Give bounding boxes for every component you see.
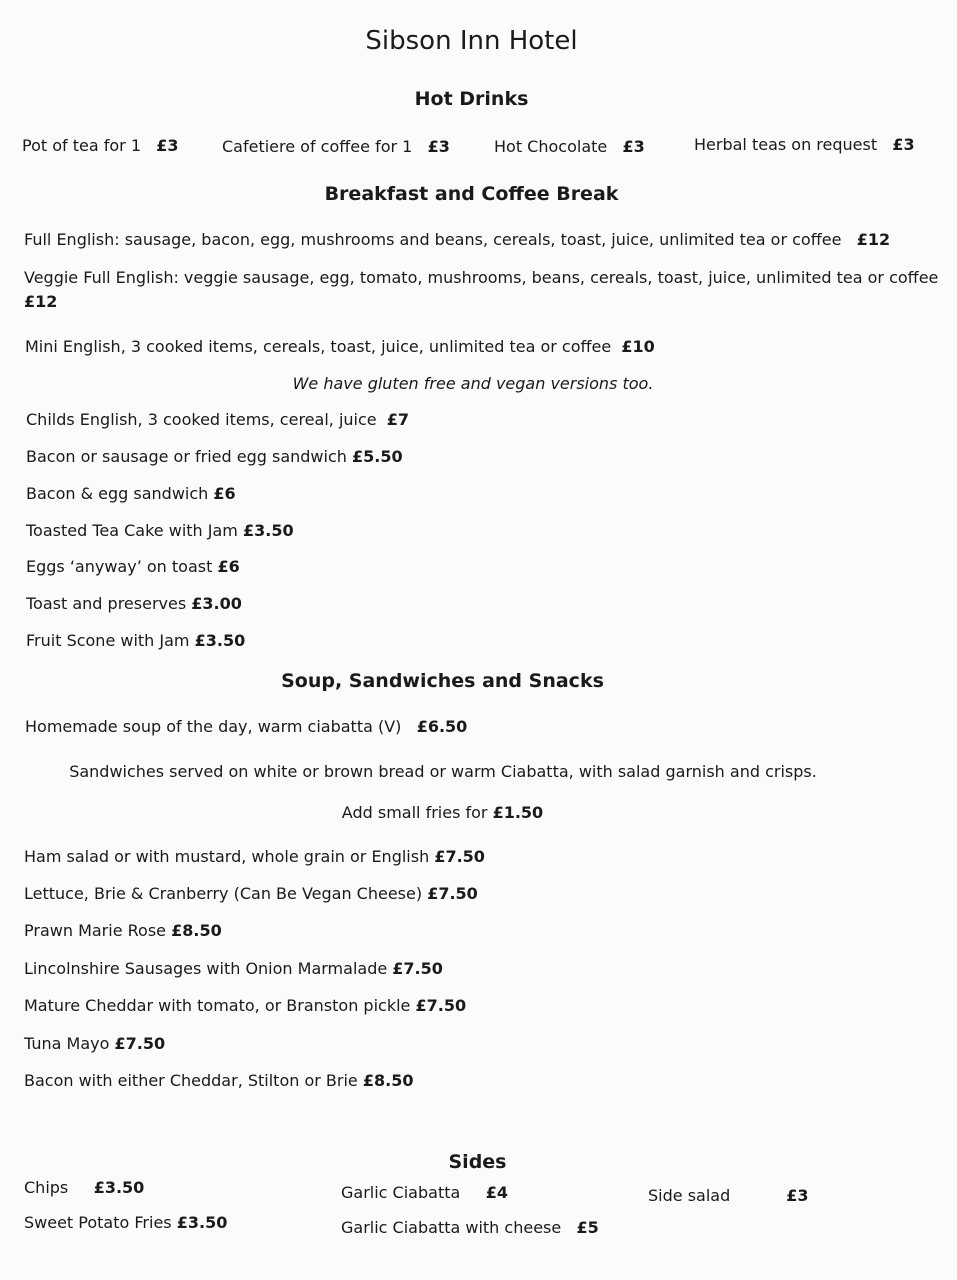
sandwich-item: Lincolnshire Sausages with Onion Marmalade £7.50: [24, 959, 443, 978]
breakfast-item: Bacon or sausage or fried egg sandwich £5.50: [26, 447, 403, 466]
sandwich-item: Tuna Mayo £7.50: [24, 1034, 166, 1053]
sandwich-item: Lettuce, Brie & Cranberry (Can Be Vegan Cheese) £7.50: [24, 884, 478, 903]
hot-drink-item: Pot of tea for 1 £3: [22, 136, 179, 155]
hot-drink-item: Hot Chocolate £3: [494, 137, 645, 156]
sandwich-item: Ham salad or with mustard, whole grain or English £7.50: [24, 847, 485, 866]
gluten-free-note: We have gluten free and vegan versions too.: [292, 374, 654, 393]
soup-item: Homemade soup of the day, warm ciabatta (V) £6.50: [25, 717, 468, 736]
side-item: Garlic Ciabatta £4: [341, 1183, 508, 1202]
breakfast-item: Full English: sausage, bacon, egg, mushrooms and beans, cereals, toast, juice, unlimited tea or coffee £12: [24, 230, 891, 249]
hot-drink-item: Herbal teas on request £3: [694, 135, 915, 154]
breakfast-item: Toasted Tea Cake with Jam £3.50: [26, 521, 294, 540]
breakfast-item: Fruit Scone with Jam £3.50: [26, 631, 246, 650]
side-item: Garlic Ciabatta with cheese £5: [341, 1218, 599, 1237]
breakfast-item: Mini English, 3 cooked items, cereals, toast, juice, unlimited tea or coffee £10: [25, 337, 655, 356]
sandwich-item: Bacon with either Cheddar, Stilton or Brie £8.50: [24, 1071, 414, 1090]
side-item: Sweet Potato Fries £3.50: [24, 1213, 228, 1232]
sides-heading: Sides: [448, 1151, 507, 1173]
breakfast-heading: Breakfast and Coffee Break: [324, 183, 619, 205]
soup-heading: Soup, Sandwiches and Snacks: [281, 670, 604, 692]
hot-drink-item: Cafetiere of coffee for 1 £3: [222, 137, 450, 156]
fries-note: Add small fries for £1.50: [341, 803, 544, 822]
breakfast-item: Toast and preserves £3.00: [26, 594, 242, 613]
sandwich-item: Prawn Marie Rose £8.50: [24, 921, 222, 940]
breakfast-item: Childs English, 3 cooked items, cereal, juice £7: [26, 410, 410, 429]
side-item: Side salad £3: [648, 1186, 809, 1205]
sandwich-note: Sandwiches served on white or brown bread or warm Ciabatta, with salad garnish and crisps.: [69, 762, 817, 781]
breakfast-item: Bacon & egg sandwich £6: [26, 484, 236, 503]
breakfast-item: Veggie Full English: veggie sausage, egg, tomato, mushrooms, beans, cereals, toast, juice, unlimited tea or coffee £12: [24, 268, 939, 311]
sandwich-item: Mature Cheddar with tomato, or Branston pickle £7.50: [24, 996, 467, 1015]
page-title: Sibson Inn Hotel: [365, 26, 578, 56]
side-item: Chips £3.50: [24, 1178, 145, 1197]
breakfast-item: Eggs ‘anyway’ on toast £6: [26, 557, 240, 576]
hot-drinks-heading: Hot Drinks: [414, 88, 529, 110]
